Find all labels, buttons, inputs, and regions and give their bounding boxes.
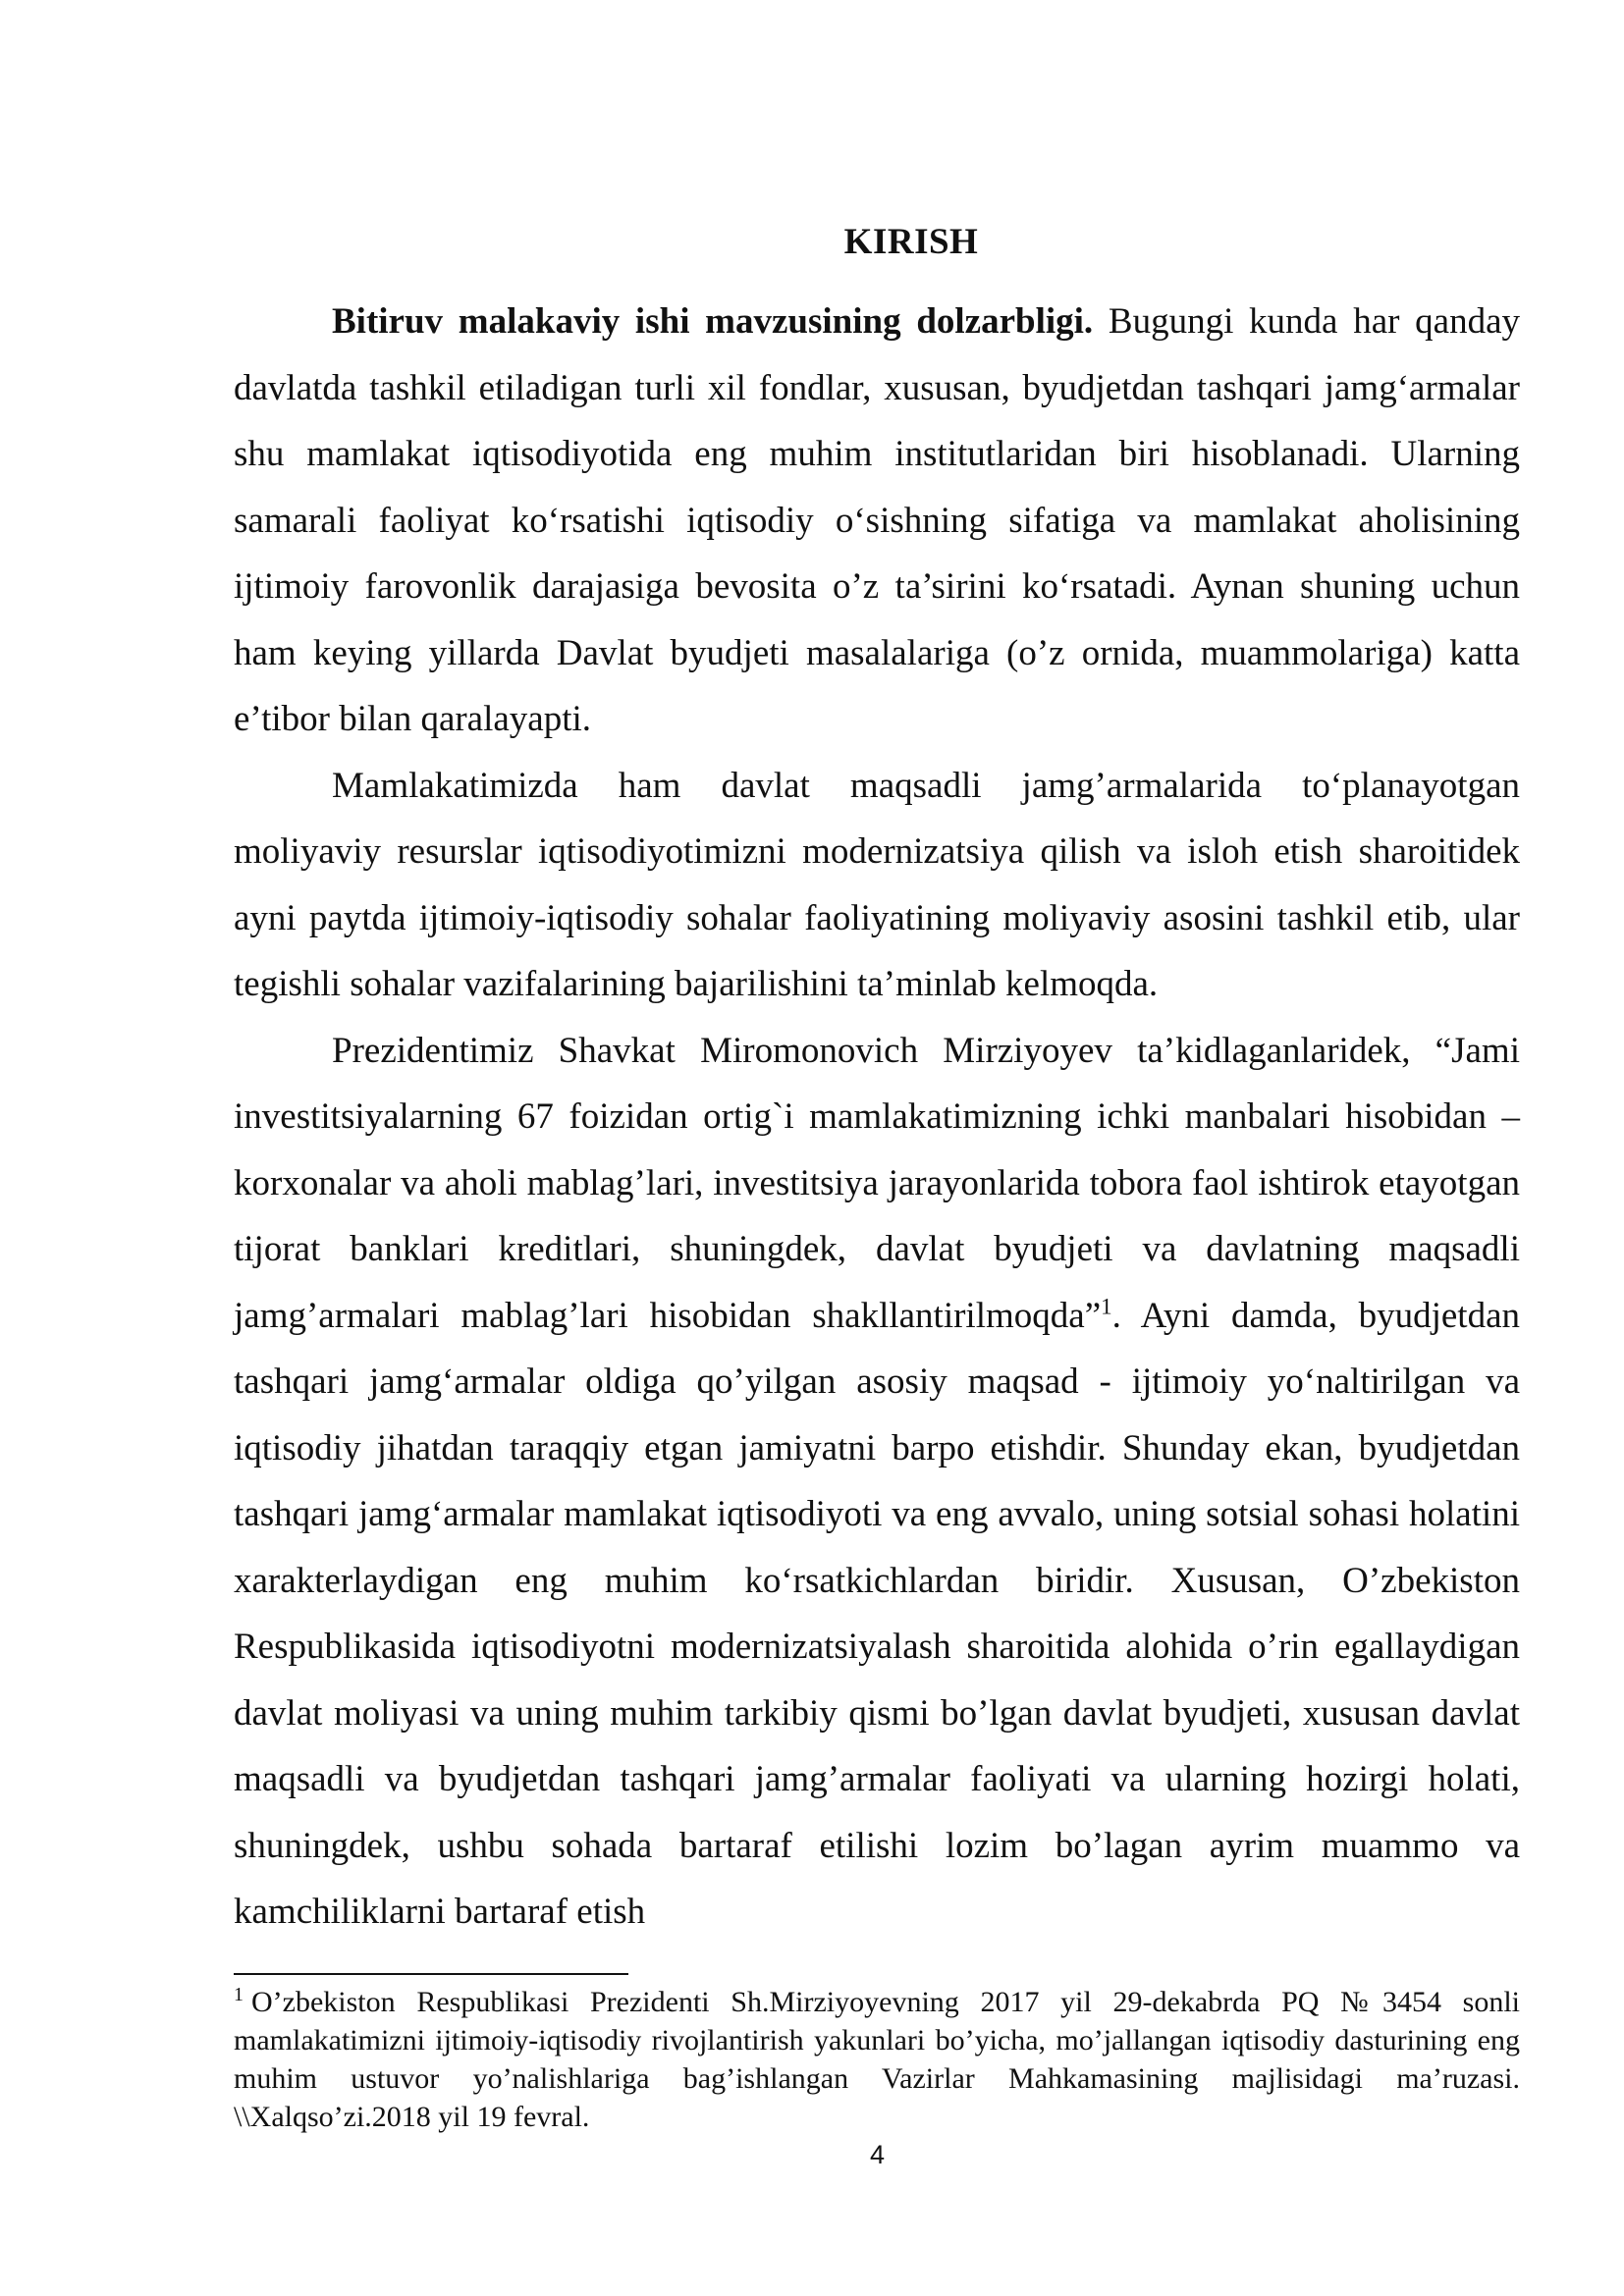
section-heading: KIRISH [843, 222, 979, 262]
footnote-reference[interactable]: 1 [1101, 1294, 1112, 1319]
page-number: 4 [869, 2140, 886, 2169]
paragraph-text: Bugungi kunda har qanday davlatda tashkil etiladigan turli xil fondlar, xususan, byudjetdan tashqari jamg‘armalar shu mamlakat iqtisodiyotida eng muhim institutlaridan biri hisoblanadi. Ularning samarali faoliyat ko‘rsatishi iqtisodiy o‘sishning sifatiga va mamlakat aholisining ijtimoiy farovonlik darajasiga bevosita o’z ta’sirini ko‘rsatadi. Aynan shuning uchun ham keying yillarda Davlat byudjeti masalalariga (o’z ornida, muammolariga) katta e’tibor bilan qaralayapti. [234, 301, 1520, 739]
footnote-text: O’zbekiston Respublikasi Prezidenti Sh.Mirziyoyevning 2017 yil 29-dekabrda PQ №3454 sonli mamlakatimizni ijtimoiy-iqtisodiy rivojlantirish yakunlari bo’yicha, mo’jallangan iqtisodiy dasturining eng muhim ustuvor yo’nalishlariga bag’ishlangan Vazirlar Mahkamasining majlisidagi ma’ruzasi. \\Xalqso’zi.2018 yil 19 fevral. [234, 1986, 1520, 2133]
page-body [234, 218, 1520, 1946]
paragraph-resources: Mamlakatimizda ham davlat maqsadli jamg’armalarida to‘planayotgan moliyaviy resurslar iqtisodiyotimizni modernizatsiya qilish va isloh etish sharoitidek ayni paytda ijtimoiy-iqtisodiy sohalar faoliyatining moliyaviy asosini tashkil etib, ular tegishli sohalar vazifalarining bajarilishini ta’minlab kelmoqda. [234, 765, 1520, 1004]
footnote [234, 1983, 1520, 2136]
paragraph-text: . Ayni damda, byudjetdan tashqari jamg‘armalar oldiga qo’yilgan asosiy maqsad - ijtimoiy yo‘naltirilgan va iqtisodiy jihatdan taraqqiy etgan jamiyatni barpo etishdir. Shunday ekan, byudjetdan tashqari jamg‘armalar mamlakat iqtisodiyoti va eng avvalo, uning sotsial sohasi holatini xarakterlaydigan eng muhim ko‘rsatkichlardan biridir. Xususan, O’zbekiston Respublikasida iqtisodiyotni modernizatsiyalash sharoitida alohida o’rin egallaydigan davlat moliyasi va uning muhim tarkibiy qismi bo’lgan davlat byudjeti, xususan davlat maqsadli va byudjetdan tashqari jamg’armalar faoliyati va ularning hozirgi holati, shuningdek, ushbu sohada bartaraf etilishi lozim bo’lagan ayrim muammo va kamchiliklarni bartaraf etish [234, 1295, 1520, 1932]
footnote-separator [234, 1973, 628, 1975]
paragraph-relevance [234, 289, 1520, 753]
paragraph-president-quote [234, 1018, 1520, 1946]
footnote-mark: 1 [234, 1984, 244, 2005]
paragraph-text: Prezidentimiz Shavkat Miromonovich Mirziyoyev ta’kidlaganlaridek, “Jami investitsiyalarning 67 foizidan ortig`i mamlakatimizning ichki manbalari hisobidan – korxonalar va aholi mablag’lari, investitsiya jarayonlarida tobora faol ishtirok etayotgan tijorat banklari kreditlari, shuningdek, davlat byudjeti va davlatning maqsadli jamg’armalari mablag’lari hisobidan shakllantirilmoqda” [234, 1030, 1520, 1336]
paragraph-bold-lead: Bitiruv malakaviy ishi mavzusining dolzarbligi. [332, 301, 1094, 342]
